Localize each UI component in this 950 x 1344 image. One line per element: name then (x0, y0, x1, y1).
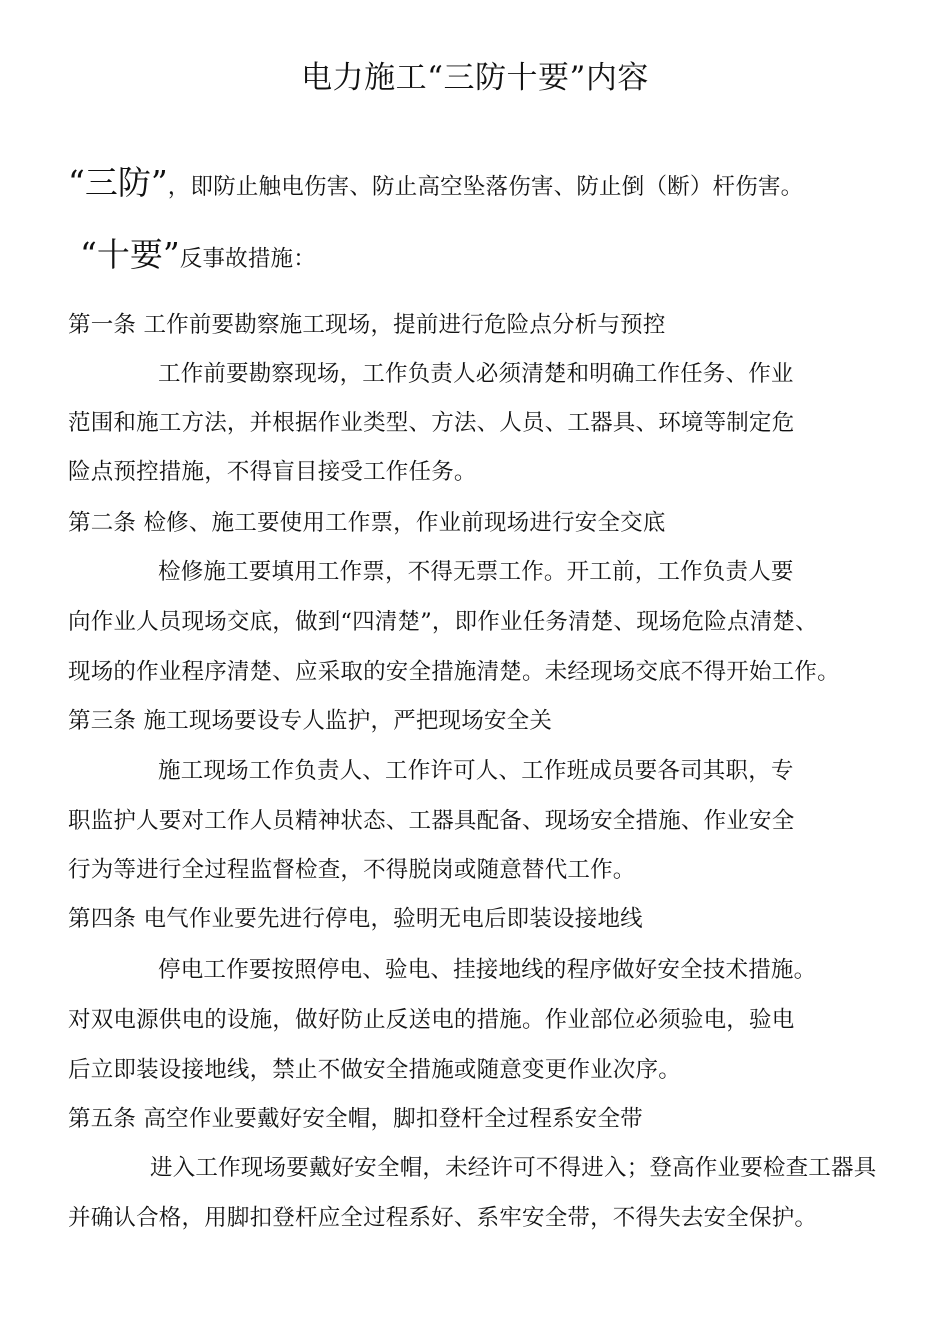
article-3-line-3: 行为等进行全过程监督检查，不得脱岗或随意替代工作。 (68, 857, 636, 883)
article-2-heading: 第二条 检修、施工要使用工作票，作业前现场进行安全交底 (68, 510, 666, 536)
three-defenses-text: ，即防止触电伤害、防止高空坠落伤害、防止倒（断）杆伤害。 (167, 174, 804, 200)
ten-musts-line (80, 235, 316, 274)
three-defenses-line (68, 163, 804, 202)
article-2-line-2: 向作业人员现场交底，做到“四清楚”，即作业任务清楚、现场危险点清楚、 (68, 609, 818, 635)
article-4-heading: 第四条 电气作业要先进行停电，验明无电后即装设接地线 (68, 906, 643, 932)
ten-musts-term: “十要” (80, 235, 180, 274)
three-defenses-term: “三防” (68, 163, 168, 202)
article-4-line-1: 停电工作要按照停电、验电、挂接地线的程序做好安全技术措施。 (158, 957, 817, 983)
article-5-line-1: 进入工作现场要戴好安全帽，未经许可不得进入；登高作业要检查工器具 (150, 1155, 877, 1181)
article-1-line-3: 险点预控措施，不得盲目接受工作任务。 (68, 459, 477, 485)
ten-musts-text: 反事故措施： (179, 246, 316, 272)
article-1-line-1: 工作前要勘察现场，工作负责人必须清楚和明确工作任务、作业 (158, 361, 794, 387)
article-5-heading: 第五条 高空作业要戴好安全帽，脚扣登杆全过程系安全带 (68, 1106, 643, 1132)
article-4-line-2: 对双电源供电的设施，做好防止反送电的措施。作业部位必须验电，验电 (68, 1007, 795, 1033)
article-4-line-3: 后立即装设接地线，禁止不做安全措施或随意变更作业次序。 (68, 1057, 681, 1083)
article-5-line-2: 并确认合格，用脚扣登杆应全过程系好、系牢安全带，不得失去安全保护。 (68, 1205, 818, 1231)
article-1-heading: 第一条 工作前要勘察施工现场，提前进行危险点分析与预控 (68, 312, 666, 338)
article-3-line-1: 施工现场工作负责人、工作许可人、工作班成员要各司其职，专 (158, 758, 794, 784)
article-3-line-2: 职监护人要对工作人员精神状态、工器具配备、现场安全措施、作业安全 (68, 808, 795, 834)
article-1-line-2: 范围和施工方法，并根据作业类型、方法、人员、工器具、环境等制定危 (68, 410, 795, 436)
article-3-heading: 第三条 施工现场要设专人监护，严把现场安全关 (68, 708, 553, 734)
page-title: 电力施工“三防十要”内容 (301, 60, 649, 96)
article-2-line-3: 现场的作业程序清楚、应采取的安全措施清楚。未经现场交底不得开始工作。 (68, 659, 840, 685)
article-2-line-1: 检修施工要填用工作票，不得无票工作。开工前，工作负责人要 (158, 559, 794, 585)
